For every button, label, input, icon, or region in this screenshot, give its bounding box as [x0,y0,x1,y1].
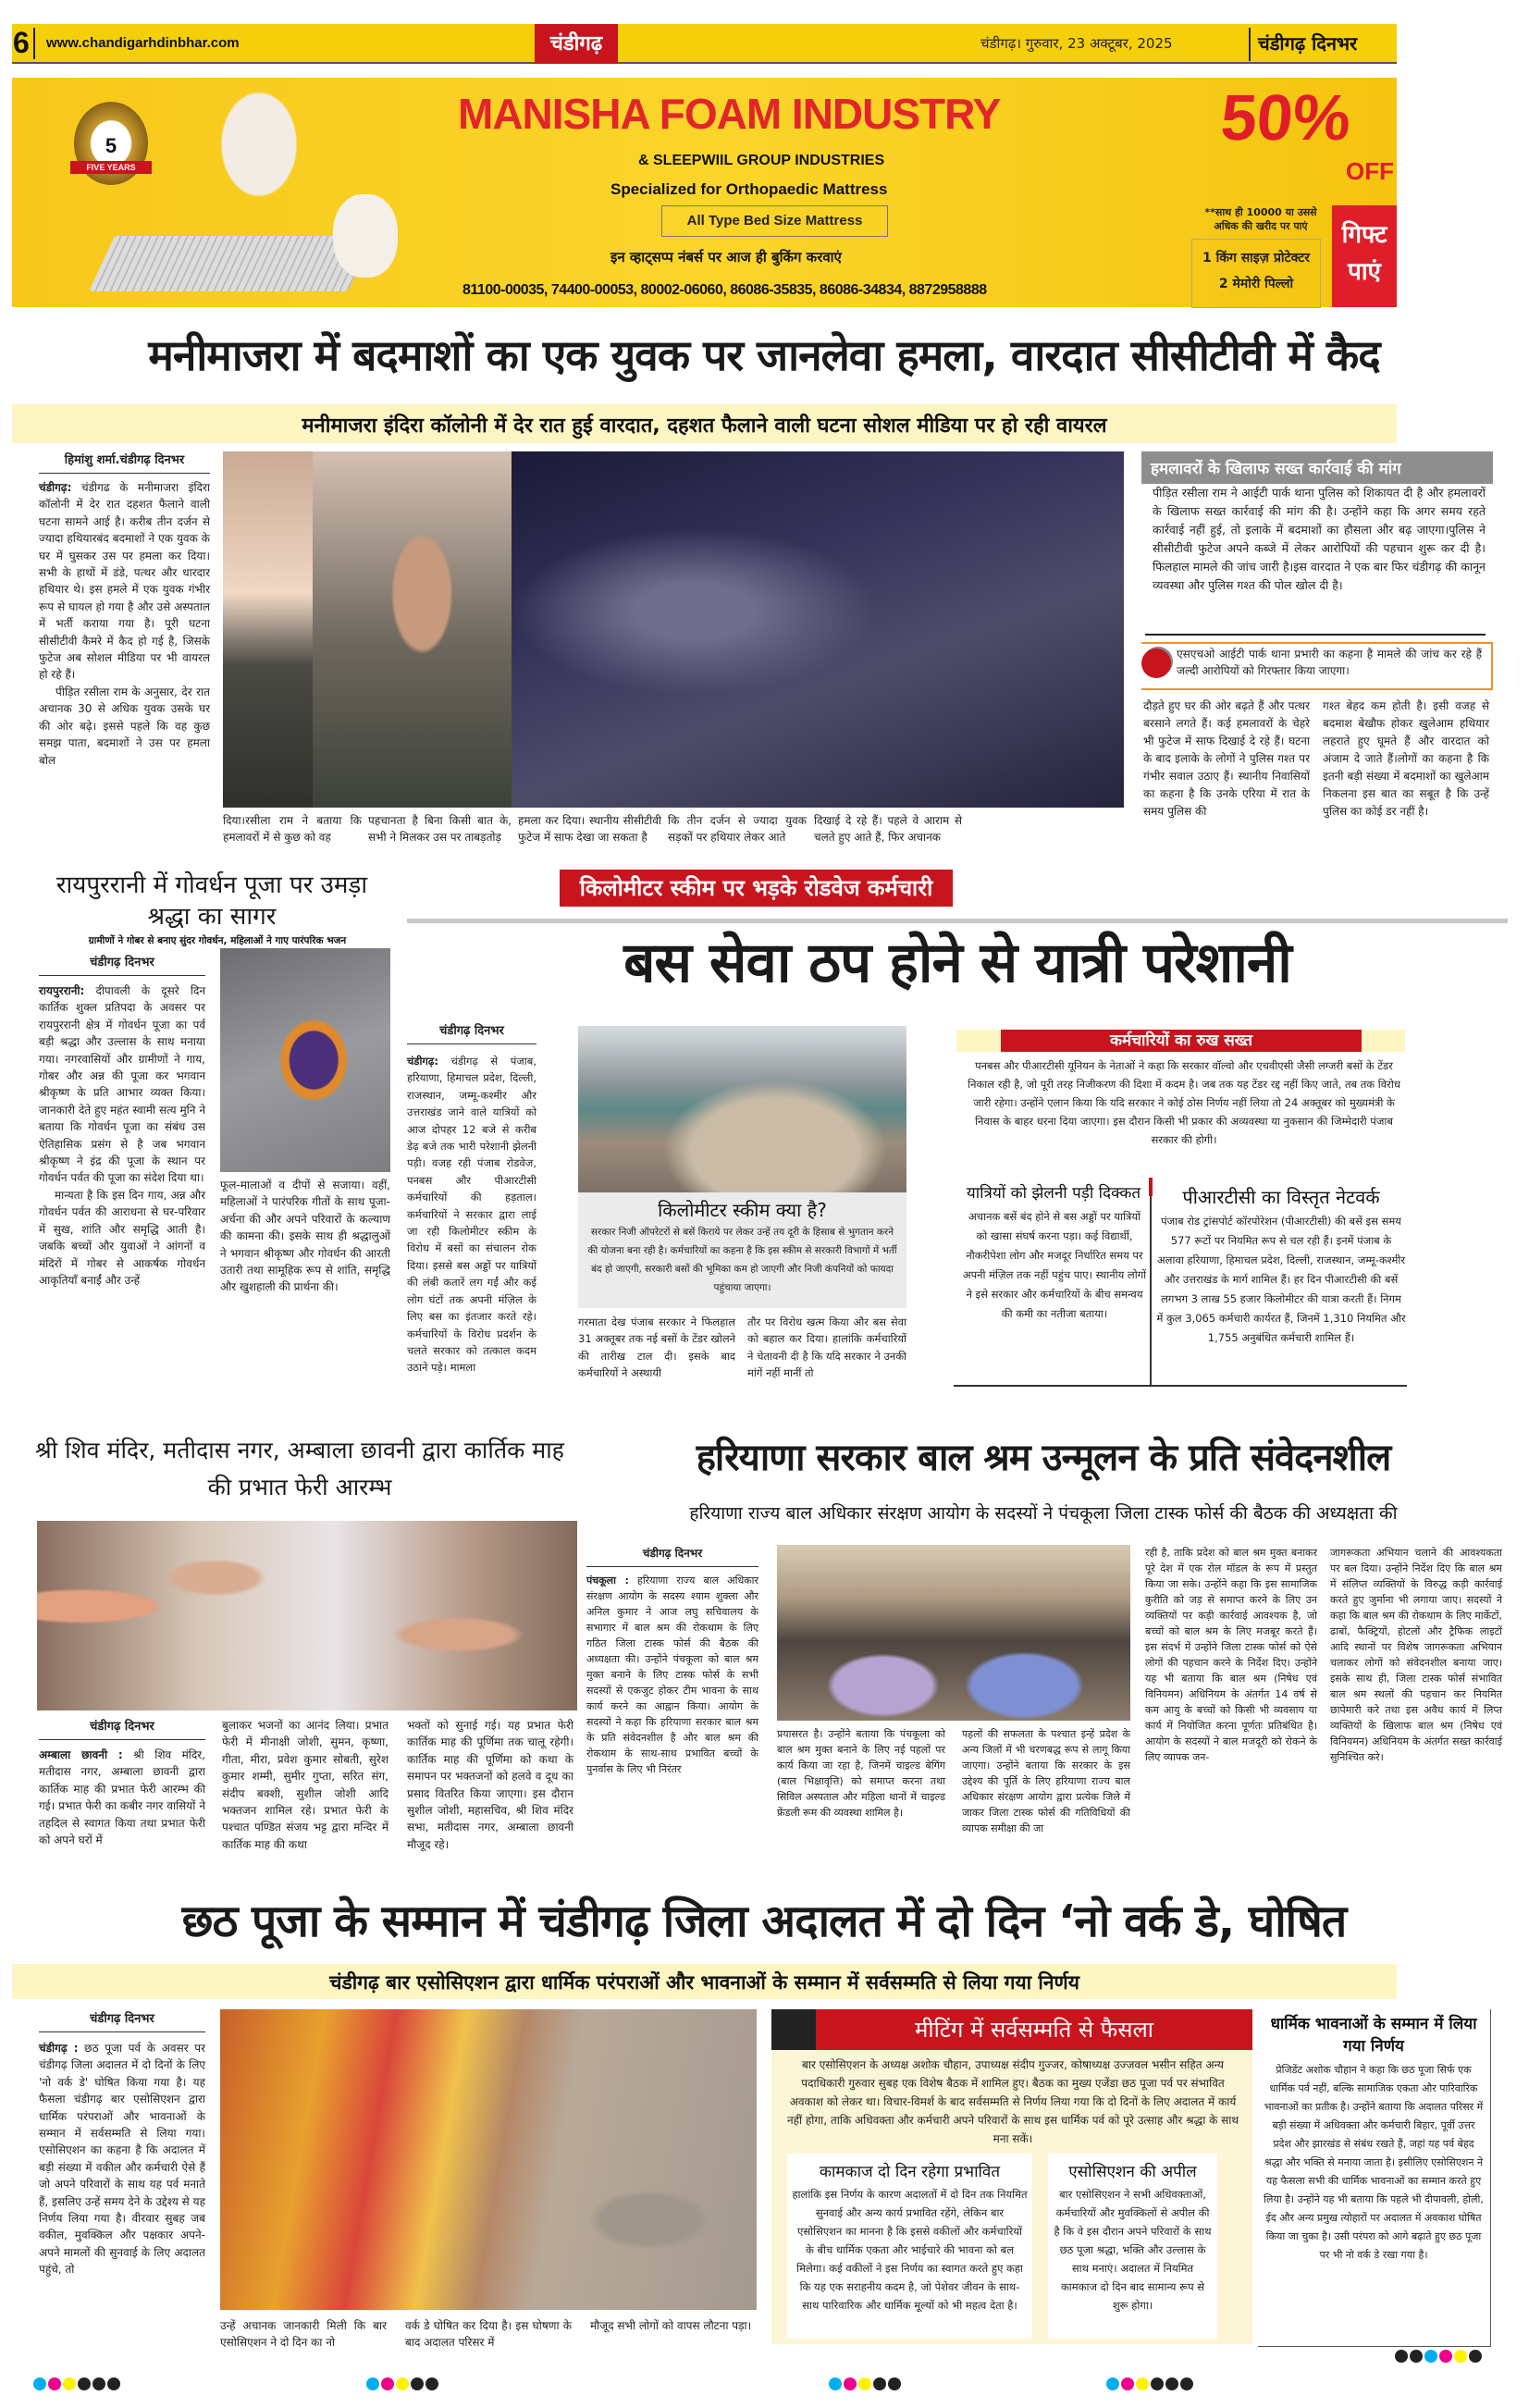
headline[interactable]: छठ पूजा के सम्मान में चंडीगढ़ जिला अदालत में दो दिन ‘नो वर्क डे, घोषित [181,1896,1347,1947]
couple-image [194,85,324,233]
photo-bus-strike [578,1026,906,1192]
page-number: 6 [13,26,30,59]
byline: चंडीगढ़ दिनभर [407,1021,536,1044]
section-title: मीटिंग में सर्वसम्मति से फैसला [816,2009,1252,2050]
article-body: पंचकूला : हरियाणा राज्य बाल अधिकार संरक्षण आयोग के सदस्य श्याम शुक्ला और अनिल कुमार ने आज लघु सचिवालय के सभागार में बाल श्रम की रोकथाम के लिए गठित जिला टास्क फोर्स की बैठक की अध्यक्षता की। उन्होंने पंचकूला को बाल श्रम मुक्त बनाने के लिए टास्क फोर्स के सभी सदस्यों से एकजुट होकर टीम भावना के साथ कार्य करने का आह्वान किया। आयोग के सदस्यों ने कहा कि हरियाणा सरकार बाल श्रम के प्रति संवेदनशील है और बाल श्रम की रोकथाम के साथ-साथ प्रभावित बच्चों के पुनर्वास के लिए भी निरंतर [586,1574,758,1775]
article-column: गश्त बेहद कम होती है। इसी वजह से बदमाश बेखौफ होकर खुलेआम हथियार लहराते हुए घूमते हैं और वारदात को अंजाम दे जाते हैं।लोगों का कहना है कि इतनी बड़ी संख्या में बदमाशों का खुलेआम निकलना इस बात का सबूत है कि उन्हें पुलिस का कोई डर नहीं है। [1323,699,1489,818]
ad-phone-numbers: 81100-00035, 74400-00053, 80002-06060, 86086-35835, 86086-34834, 8872958888 [462,282,987,298]
gift-items [1191,239,1321,308]
discount-value: 50% [1218,81,1353,154]
byline: चंडीगढ़ दिनभर [39,1717,205,1740]
ad-group-name: & SLEEPWIIL GROUP INDUSTRIES [638,153,885,168]
section-text: पनबस और पीआरटीसी यूनियन के नेताओं ने कहा कि सरकार वॉल्वो और एचवीएसी जैसी लग्जरी बसों के टेंडर निकाल रही है, जो पूरी तरह निजीकरण की दिशा में कदम है। जब तक यह टेंडर रद्द नहीं किए जाते, तब तक विरोध जारी रहेगा। उन्होंने एलान किया कि यदि सरकार ने कोई ठोस निर्णय नहीं लिया तो 24 अक्तूबर को मुख्यमंत्री के निवास के बाहर धरना दिया जाएगा। इस दौरान किसी भी प्रकार की अव्यवस्था या नुकसान की जिम्मेदारी पंजाब सरकार की होगी। [968,1059,1400,1146]
byline: हिमांशु शर्मा.चंडीगढ़ दिनभर [39,451,210,474]
section-text: बार एसोसिएशन ने सभी अधिवक्ताओं, कर्मचारियों और मुवक्किलों से अपील की है कि वे इस दौरान अपने परिवारों के साथ छठ पूजा श्रद्धा, भक्ति और उल्लास के साथ मनाएं। अदालत में नियमित कामकाज दो दिन बाद सामान्य रूप से शुरू होगा। [1054,2188,1212,2312]
article-column: दौड़ते हुए घर की ओर बढ़ते हैं और पत्थर बरसाने लगते हैं। कई हमलावरों के चेहरे भी फुटेज में साफ दिखाई दे रहे हैं। घटना के बाद इलाके के लोगों ने पुलिस गश्त पर गंभीर सवाल उठाए हैं। स्थानीय निवासियों का कहना है कि उनके एरिया में रात के समय पुलिस की [1143,699,1310,818]
ad-tagline: Specialized for Orthopaedic Mattress [610,180,888,198]
box-accent [771,2009,816,2050]
photo-govardhan-puja [220,948,390,1172]
article-column: उन्हें अचानक जानकारी मिली कि बार एसोसिएशन ने दो दिन का नो [220,2319,387,2350]
byline: चंडीगढ़ दिनभर [39,2009,205,2032]
section-title: एसोसिएशन की अपील [1068,2163,1197,2181]
subheadline: हरियाणा राज्य बाल अधिकार संरक्षण आयोग के सदस्यों ने पंचकूला जिला टास्क फोर्स की बैठक की अध्यक्षता की [689,1503,1398,1524]
headline[interactable]: मनीमाजरा में बदमाशों का एक युवक पर जानलेवा हमला, वारदात सीसीटीवी में कैद [148,330,1380,380]
section-title: कामकाज दो दिन रहेगा प्रभावित [819,2163,1001,2181]
quote-text: एसएचओ आईटी पार्क थाना प्रभारी का कहना है मामले की जांच कर रहे हैं जल्दी आरोपियों को गिरफ्तार किया जाएगा। [1177,648,1482,677]
section-text: अचानक बसें बंद होने से बस अड्डों पर यात्रियों को खासा संघर्ष करना पड़ा। कई विद्यार्थी, नौकरीपेशा लोग और मजदूर निर्धारित समय पर अपनी मंज़िल तक नहीं पहुंच पाए। स्थानीय लोगों ने इसे सरकार और कर्मचारियों के बीच समन्वय की कमी का नतीजा बताया। [962,1210,1147,1320]
subheadline: चंडीगढ़ बार एसोसिएशन द्वारा धार्मिक परंपराओं और भावनाओं के सम्मान में सर्वसम्मति से लिया गया निर्णय [329,1971,1079,1994]
article-column: पहलों की सफलता के पश्चात इन्हें प्रदेश के अन्य जिलों में भी चरणबद्ध रूप से लागू किया जाएगा। उन्होंने बताया कि सरकार के इस उद्देश्य की पूर्ति के लिए हरियाणा राज्य बाल अधिकार संरक्षण आयोग द्वारा प्रत्येक जिले में जाकर जिला टास्क फोर्स की गतिविधियों की व्यापक समीक्षा की जा [962,1728,1130,1834]
headline[interactable]: श्री शिव मंदिर, मतीदास नगर, अम्बाला छावनी द्वारा कार्तिक माह की प्रभात फेरी आरम्भ [35,1437,564,1500]
article-column: वर्क डे घोषित कर दिया है। इस घोषणा के बाद अदालत परिसर में [405,2319,572,2350]
article-body: चंडीगढ़: चंडीगढ़ से पंजाब, हरियाणा, हिमाचल प्रदेश, दिल्ली, राजस्थान, जम्मू-कश्मीर और उत्तराखंड जाने वाले यात्रियों को आज दोपहर 12 बजे से करीब डेढ़ बजे तक भारी परेशानी झेलनी पड़ी। वजह रही पंजाब रोडवेज, पनबस और पीआरटीसी कर्मचारियों की हड़ताल। कर्मचारियों ने सरकार द्वारा लाई जा रही किलोमीटर स्कीम के विरोध में बसों का संचालन रोक दिया। इससे बस अड्डों पर यात्रियों की लंबी कतारें लग गईं और कई लोग घंटों तक अपनी मंज़िल के लिए बस का इंतजार करते रहे। कर्मचारियों के विरोध प्रदर्शन के चलते सरकार को तत्काल कदम उठाने पड़े। मामला [407,1055,536,1375]
article-column: पहचानता है बिना किसी बात के, सभी ने मिलकर उस पर ताबड़तोड़ [368,814,512,845]
print-registration-marks [33,2377,120,2390]
sidebar-text: पीड़ित रसीला राम ने आईटी पार्क थाना पुलिस को शिकायत दी है और हमलावरों के खिलाफ सख्त कार्रवाई की मांग की है। उन्होंने कहा कि अगर समय रहते कार्रवाई नहीं हुई, तो इलाके में बदमाशों का हौसला और बढ़ जाएगा।पुलिस ने सीसीटीवी फुटेज अपने कब्जे में लेकर आरोपियों की पहचान शुरू कर दी है। फिलहाल मामले की जांच जारी है।इस वारदात ने एक बार फिर चंडीगढ़ की कानून व्यवस्था और पुलिस गश्त की पोल खोल दी है। [1153,486,1486,592]
byline: चंडीगढ़ दिनभर [586,1545,758,1567]
ad-product-box: All Type Bed Size Mattress [661,205,888,237]
print-registration-marks [1395,2350,1482,2363]
subheadline: ग्रामीणों ने गोबर से बनाए सुंदर गोवर्धन, महिलाओं ने गाए पारंपरिक भजन [88,935,347,946]
kicker: किलोमीटर स्कीम पर भड़के रोडवेज कर्मचारी [560,870,953,907]
divider [1150,1178,1152,1387]
teddy-bear-image [333,194,398,278]
section-title: कर्मचारियों का रुख सख्त [1001,1030,1362,1052]
byline: चंडीगढ़ दिनभर [39,953,205,976]
article-column: हमला कर दिया। स्थानीय सीसीटीवी फुटेज में साफ देखा जा सकता है [518,814,661,845]
section-title: धार्मिक भावनाओं के सम्मान में लिया गया निर्णय [1270,2015,1477,2056]
section-label: चंडीगढ़ [535,24,618,64]
explainer-text: सरकार निजी ऑपरेटरों से बसें किराये पर लेकर उन्हें तय दूरी के हिसाब से भुगतान करने की योजना बना रही है। कर्मचारियों का कहना है कि इस स्कीम से सरकारी विभागों में भर्ती बंद हो जाएगी, सरकारी बसों की भूमिका कम हो जाएगी और निजी कंपनियों को फायदा पहुंचाया जाएगा। [587,1227,897,1293]
headline[interactable]: रायपुररानी में गोवर्धन पूजा पर उमड़ा श्रद्धा का सागर [55,871,368,931]
print-registration-marks [1106,2377,1193,2390]
divider [1249,28,1251,61]
red-dot-icon [1141,648,1171,678]
sidebar-title: हमलावरों के खिलाफ सख्त कार्रवाई की मांग [1141,451,1493,484]
article-column: प्रयासरत है। उन्होंने बताया कि पंचकूला को बाल श्रम मुक्त बनाने के लिए नई पहलों पर कार्य किया जा रहा है, जिनमें चाइल्ड बेगिंग (बाल भिक्षावृत्ति) को समाप्त करना तथा सिविल अस्पताल और महिला थानों में चाइल्ड फ्रेंडली रूम की व्यवस्था शामिल है। [777,1728,945,1819]
photo-prabhat-pheri [37,1521,577,1710]
mattress-image [89,236,374,291]
headline[interactable]: बस सेवा ठप होने से यात्री परेशानी [623,931,1291,995]
explainer-title: किलोमीटर स्कीम क्या है? [658,1199,827,1221]
divider-accent [1149,1178,1153,1196]
article-column: जागरूकता अभियान चलाने की आवश्यकता पर बल दिया। उन्होंने निर्देश दिए कि बाल श्रम में संलिप्त व्यक्तियों के विरुद्ध कड़ी कार्रवाई करते हुए जुर्माना भी लगाया जाए। सदस्यों ने कहा कि बाल श्रम की रोकथाम के लिए मार्केटों, ढाबों, फैक्ट्रियों, होटलों और ट्रैफिक लाइटों आदि स्थानों पर विशेष जागरूकता अभियान चलाकर लोगों को संवेदनशील बनाया जाए। इसके साथ ही, जिला टास्क फोर्स संभावित बाल श्रम स्थलों की पहचान कर नियमित छापेमारी करे तथा इस अवैध कार्य में लिप्त व्यक्तियों के खिलाफ बाल श्रम (निषेध एवं विनियमन) अधिनियम के अंतर्गत सख्त कार्रवाई सुनिश्चित करे। [1330,1547,1502,1763]
paper-name: चंडीगढ़ दिनभर [1258,32,1358,55]
print-registration-marks [829,2377,901,2390]
article-column: कि तीन दर्जन से ज्यादा युवक सड़कों पर हथियार लेकर आते [668,814,807,845]
divider [954,1385,1407,1387]
photo-cctv-footage [512,451,1124,808]
photo-task-force-meeting [777,1545,1130,1721]
gift-badge: गिफ्ट पाएं [1332,205,1397,307]
article-body: चंडीगढ़ : छठ पूजा पर्व के अवसर पर चंडीगढ़ जिला अदालत में दो दिनों के लिए 'नो वर्क डे' घोषित किया गया है। यह फैसला चंडीगढ़ बार एसोसिएशन द्वारा धार्मिक परंपराओं और भावनाओं के सम्मान में सर्वसम्मति से लिया गया। एसोसिएशन का कहना है कि अदालत में बड़ी संख्या में वकील और कर्मचारी ऐसे हैं जो अपने परिवारों के साथ यह पर्व मनाते हैं, इसलिए उन्हें समय देने के उद्देश्य से यह निर्णय लिया गया है। वीरवार सुबह जब वकील, मुवक्किल और पक्षकार अपने-अपने मामलों की सुनवाई के लिए अदालत पहुंचे, तो [39,2042,205,2277]
gift-item: 2 मेमोरी पिल्लो [1218,277,1294,291]
article-body: चंडीगढ़: चंडीगढ के मनीमाजरा इंदिरा कॉलोनी में देर रात दहशत फैलाने वाली घटना सामने आई है। करीब तीन दर्जन से ज्यादा हथियारबंद बदमाशों ने एक युवक के घर में घुसकर उस पर हमला कर दिया। सभी के हाथों में डंडे, पत्थर और धारदार हथियार थे। इस हमले में एक युवक गंभीर रूप से घायल हो गया है और उसे अस्पताल में भर्ती कराया गया है। पूरी घटना सीसीटीवी कैमरे में कैद हो गई है, जिसके फुटेज अब सोशल मीडिया पर भी वायरल हो रहे हैं। पीड़ित रसीला राम के अनुसार, देर रात अचानक 30 से अधिक युवक उसके घर की ओर बढ़े। इससे पहले कि वह कुछ समझ पाता, बदमाशों ने उस पर हमला बोल [39,481,210,767]
ad-booking-line: इन व्हाट्सप्प नंबर्स पर आज ही बुकिंग करवाएं [610,249,842,265]
article-column: बुलाकर भजनों का आनंद लिया। प्रभात फेरी में मीनाक्षी जोशी, सुमन, कृष्णा, गीता, मीरा, प्रवेश कुमार सोबती, सुरेश कुमार शम्मी, सुमीर गुप्ता, सरित संग, संदीप बक्शी, सुशील जोशी आदि भक्तजन शामिल रहे। प्रभात फेरी के पश्चात पण्डित संजय भट्ट द्वारा मन्दिर में कार्तिक माह की कथा [222,1719,388,1851]
photo-chhath-puja-crowd [220,2009,757,2310]
article-body: रायपुररानी: दीपावली के दूसरे दिन कार्तिक शुक्ल प्रतिपदा के अवसर पर रायपुररानी क्षेत्र में गोवर्धन पूजा का पर्व बड़ी श्रद्धा और उल्लास के साथ मनाया गया। नगरवासियों और ग्रामीणों ने गाय, गोबर और अन्न की पूजा कर भगवान श्रीकृष्ण के प्रति आभार व्यक्त किया। जानकारी देते हुए महंत स्वामी सत्य मुनि ने बताया कि गोवर्धन पूजा का संबंध उस ऐतिहासिक प्रसंग से है जब भगवान श्रीकृष्ण ने इंद्र की पूजा के स्थान पर गोवर्धन पर्वत की पूजा का संदेश दिया था। मान्यता है कि इस दिन गाय, अन्न और गोवर्धन पर्वत की आराधना से घर-परिवार में सुख, शांति और समृद्धि आती है। जबकि बच्चों और युवाओं ने आंगनों व मंदिरों में गोबर से आकर्षक गोवर्धन आकृतियाँ बनाईं और उन्हें [39,984,206,1287]
photo-injured-victim [223,451,313,808]
gift-item: 1 किंग साइज़ प्रोटेक्टर [1202,251,1311,265]
article-column: तौर पर विरोध खत्म किया और बस सेवा को बहाल कर दिया। हालांकि कर्मचारियों ने चेतावनी दी है कि यदि सरकार ने उनकी मांगें नहीं मानीं तो [747,1315,906,1380]
photo-injured-victim-portrait [313,451,512,808]
headline[interactable]: हरियाणा सरकार बाल श्रम उन्मूलन के प्रति संवेदनशील [696,1437,1391,1479]
section-title: पीआरटीसी का विस्तृत नेटवर्क [1182,1186,1380,1208]
article-column: फूल-मालाओं व दीपों से सजाया। वहीं, महिलाओं ने पारंपरिक गीतों के साथ पूजा-अर्चना की और अपने परिवारों के कल्याण की कामना की। इसके साथ ही श्रद्धालुओं ने भगवान श्रीकृष्ण और गोवर्धन की आरती उतारी तथा सामूहिक रूप से शांति, समृद्धि और खुशहाली की प्रार्थना की। [220,1179,390,1294]
article-column: रही है, ताकि प्रदेश को बाल श्रम मुक्त बनाकर पूरे देश में एक रोल मॉडल के रूप में प्रस्तुत किया जा सके। उन्होंने कहा कि इस सामाजिक कुरीति को जड़ से समाप्त करने के लिए उन व्यक्तियों पर कड़ी कार्रवाई आवश्यक है, जो बच्चों को बाल श्रम के लिए मजबूर करते हैं। इस संदर्भ में उन्होंने जिला टास्क फोर्स को ऐसे लोगों की पहचान करने के निर्देश दिए। उन्होंने यह भी बताया कि बाल श्रम (निषेध एवं विनियमन) अधिनियम के अंतर्गत 14 वर्ष से कम आयु के बच्चों को किसी भी व्यवसाय या कार्य में नियोजित करना पूर्णतः प्रतिबंधित है। आयोग के सदस्यों ने बाल मजदूरी को रोकने के लिए व्यापक जन- [1145,1547,1317,1763]
article-column: मौजूद सभी लोगों को वापस लौटना पड़ा। [590,2319,752,2332]
dateline: चंडीगढ़। गुरुवार, 23 अक्टूबर, 2025 [980,35,1173,52]
section-text: हालांकि इस निर्णय के कारण अदालतों में दो दिन तक नियमित सुनवाई और अन्य कार्य प्रभावित रहेंगे, लेकिन बार एसोसिएशन का मानना है कि इससे वकीलों और कर्मचारियों के बीच धार्मिक एकता और भाईचारे की भावना को बल मिलेगा। कई वकीलों ने इस निर्णय का स्वागत करते हुए कहा कि यह एक सराहनीय कदम है, जो पेशेवर जीवन के साथ-साथ पारिवारिक और धार्मिक मूल्यों को भी महत्व देता है। [792,2188,1028,2312]
article-column: दिखाई दे रहे हैं। पहले वे आराम से चलते हुए आते हैं, फिर अचानक [814,814,962,845]
section-title: यात्रियों को झेलनी पड़ी दिक्कत [966,1184,1141,1203]
ad-company-name: MANISHA FOAM INDUSTRY [458,90,1001,138]
website-link[interactable]: www.chandigarhdinbhar.com [46,35,240,51]
article-column: दिया।रसीला राम ने बताया कि हमलावरों में से कुछ को वह [223,814,362,845]
article-body: अम्बाला छावनी : श्री शिव मंदिर, मतीदास नगर, अम्बाला छावनी द्वारा कार्तिक माह की प्रभात फेरी आरम्भ की गई। प्रभात फेरी का कबीर नगर वासियों ने तहदिल से स्वागत किया तथा प्रभात फेरी को अपने घरों में [39,1748,205,1847]
article-column: गरमाता देख पंजाब सरकार ने फिलहाल 31 अक्तूबर तक नई बसों के टेंडर खोलने की तारीख टाल दी। इसके बाद कर्मचारियों ने अस्थायी [578,1315,735,1380]
divider [33,28,35,59]
subheadline: मनीमाजरा इंदिरा कॉलोनी में देर रात हुई वारदात, दहशत फैलाने वाली घटना सोशल मीडिया पर हो रही वायरल [302,414,1107,438]
print-registration-marks [366,2377,438,2390]
section-text: प्रेजिडेंट अशोक चौहान ने कहा कि छठ पूजा सिर्फ एक धार्मिक पर्व नहीं, बल्कि सामाजिक एकता और पारिवारिक भावनाओं का प्रतीक है। उन्होंने बताया कि अदालत परिसर में बड़ी संख्या में अधिवक्ता और कर्मचारी बिहार, पूर्वी उत्तर प्रदेश और झारखंड से संबंध रखते हैं, जहां यह पर्व बेहद श्रद्धा और भक्ति से मनाया जाता है। इसीलिए एसोसिएशन ने यह फैसला सभी की धार्मिक भावनाओं का सम्मान करते हुए लिया है। उन्होंने यह भी बताया कि पहले भी दीपावली, होली, ईद और अन्य प्रमुख त्योहारों पर अदालत में अवकाश घोषित किया जा चुका है। उसी परंपरा को आगे बढ़ाते हुए छठ पूजा पर भी नो वर्क डे रखा गया है। [1264,2064,1484,2261]
discount-word: OFF [1346,157,1394,185]
section-text: पंजाब रोड ट्रांसपोर्ट कॉरपोरेशन (पीआरटीसी) की बसें इस समय 577 रूटों पर नियमित रूप से चल रही हैं। इनमें पंजाब के अलावा हरियाणा, हिमाचल प्रदेश, दिल्ली, राजस्थान, जम्मू-कश्मीर और उत्तराखंड के मार्ग शामिल हैं। हर दिन पीआरटीसी की बसें लगभग 3 लाख 55 हजार किलोमीटर की यात्रा करती हैं। निगम में कुल 3,065 कर्मचारी कार्यरत हैं, जिनमें 1,310 नियमित और 1,755 अनुबंधित कर्मचारी शामिल हैं। [1156,1215,1406,1344]
section-text: बार एसोसिएशन के अध्यक्ष अशोक चौहान, उपाध्यक्ष संदीप गुज्जर, कोषाध्यक्ष उज्जवल भसीन सहित अन्य पदाधिकारी गुरुवार सुबह एक विशेष बैठक में शामिल हुए। बैठक का मुख्य एजेंडा छठ पूजा पर्व पर संभावित अवकाश को लेकर था। विचार-विमर्श के बाद सर्वसम्मति से निर्णय लिया गया कि दो दिनों के लिए अदालत में कार्य नहीं होगा, ताकि अधिवक्ता और कर्मचारी अपने परिवारों के साथ इस धार्मिक पर्व को पूरे उत्साह और श्रद्धा के साथ मना सकें। [786,2058,1239,2145]
warranty-seal-icon: 5 FIVE YEARS [74,102,148,185]
divider [1145,634,1486,636]
offer-note: **साथ ही 10000 या उससे अधिक की खरीद पर पाएं [1204,206,1317,232]
article-column: भक्तों को सुनाई गई। यह प्रभात फेरी कार्तिक माह की पूर्णिमा तक चालू रहेगी। कार्तिक माह की पूर्णिमा को कथा के समापन पर भक्तजनों को हलवे व दूध का प्रसाद वितरित किया जाएगा। इस दौरान सुशील जोशी, महासचिव, श्री शिव मंदिर सभा, मतीदास नगर, अम्बाला छावनी मौजूद रहे। [407,1719,573,1851]
